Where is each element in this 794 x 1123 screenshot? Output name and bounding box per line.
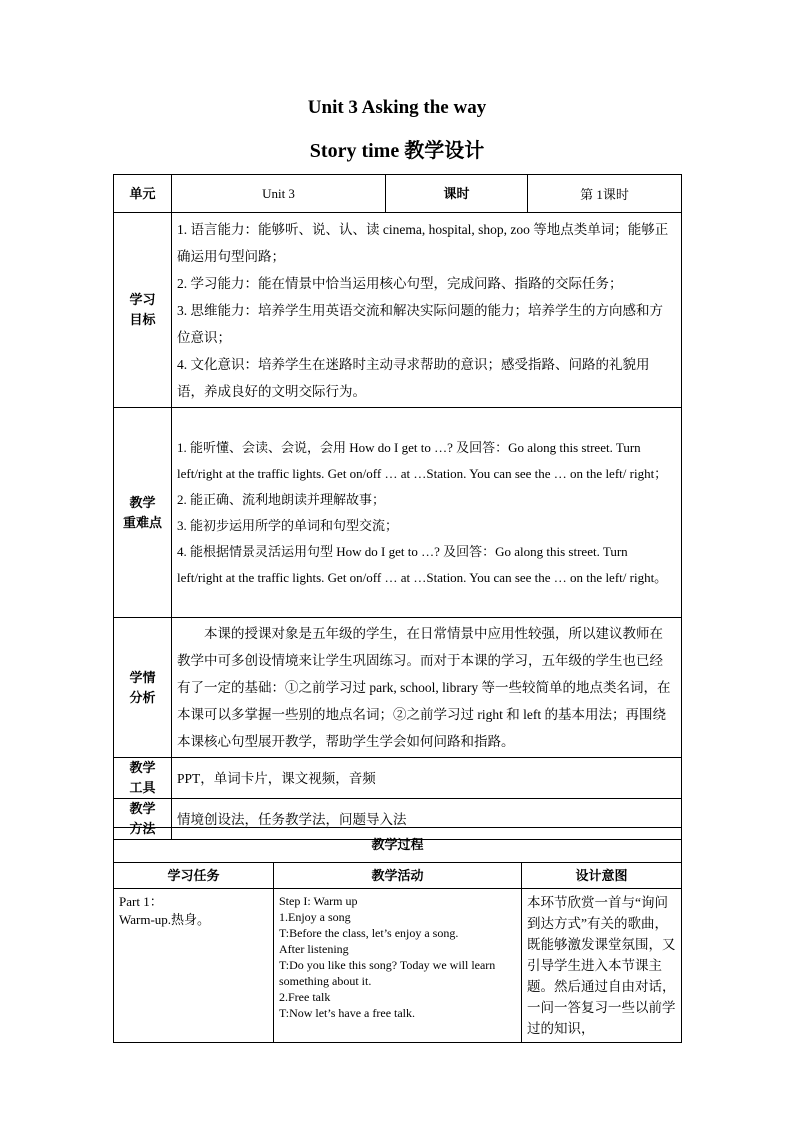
key-point-item: 1. 能听懂、会读、会说，会用 How do I get to …? 及回答：Go along this street. Turn left/right at the traffic lights. Get on/off … at …Station. You can see the … on the left/ right；: [177, 439, 668, 481]
methods-content: 情境创设法，任务教学法，问题导入法: [172, 799, 682, 840]
task-column-header: 学习任务: [114, 863, 274, 889]
unit-label: 单元: [114, 175, 172, 213]
lesson-label: 课时: [386, 175, 528, 213]
document-subtitle: Story time 教学设计: [309, 140, 485, 162]
key-points-label: 教学 重难点: [114, 408, 172, 618]
design-intent-cell: 本环节欣赏一首与“询问到达方式”有关的歌曲，既能够激发课堂氛围，又引导学生进入本节课主题。然后通过自由对话，一问一答复习一些以前学过的知识，: [522, 889, 682, 1043]
analysis-label: 学情 分析: [114, 618, 172, 758]
key-points-content: [172, 408, 682, 618]
key-point-item: 2. 能正确、流利地朗读并理解故事；: [177, 491, 386, 507]
objective-item: 1. 语言能力：能够听、说、认、读 cinema, hospital, shop, zoo 等地点类单词；能够正确运用句型问路；: [177, 221, 669, 264]
lesson-info-table: [113, 174, 682, 840]
lesson-value: 第 1课时: [528, 175, 682, 213]
teaching-process-table: [113, 827, 682, 1043]
document-title: Unit 3 Asking the way: [307, 97, 487, 118]
objective-item: 2. 学习能力：能在情景中恰当运用核心句型，完成问路、指路的交际任务；: [177, 275, 623, 291]
objectives-label: 学习 目标: [114, 213, 172, 408]
activity-column-header: 教学活动: [274, 863, 522, 889]
activity-cell: Step I: Warm up 1.Enjoy a song T:Before the class, let’s enjoy a song. After listening T:Do you like this song? Today we will learn something about it. 2.Free talk T:Now let’s have a free talk.: [274, 889, 522, 1043]
key-point-item: 3. 能初步运用所学的单词和句型交流；: [177, 517, 399, 533]
tools-label: 教学 工具: [114, 758, 172, 799]
objective-item: 3. 思维能力：培养学生用英语交流和解决实际问题的能力；培养学生的方向感和方位意识；: [177, 302, 663, 345]
objective-item: 4. 文化意识：培养学生在迷路时主动寻求帮助的意识；感受指路、问路的礼貌用语，养成良好的文明交际行为。: [177, 356, 650, 399]
methods-label: 教学 方法: [114, 799, 172, 840]
tools-content: PPT，单词卡片，课文视频，音频: [172, 758, 682, 799]
analysis-content: 本课的授课对象是五年级的学生，在日常情景中应用性较强，所以建议教师在教学中可多创设情境来让学生巩固练习。而对于本课的学习，五年级的学生也已经有了一定的基础：①之前学习过 park, school, library 等一些较简单的地点类名词，在本课可以多掌握一些别的地点名词；②之前学习过 right 和 left 的基本用法；再围绕本课核心句型展开教学，帮助学生学会如何问路和指路。: [172, 618, 682, 758]
task-cell: Part 1： Warm-up.热身。: [114, 889, 274, 1043]
objectives-content: [172, 213, 682, 408]
design-column-header: 设计意图: [522, 863, 682, 889]
key-point-item: 4. 能根据情景灵活运用句型 How do I get to …? 及回答：Go along this street. Turn left/right at the traffic lights. Get on/off … at …Station. You can see the … on the left/ right。: [177, 543, 668, 585]
process-title: 教学过程: [114, 828, 682, 863]
unit-value: Unit 3: [172, 175, 386, 213]
